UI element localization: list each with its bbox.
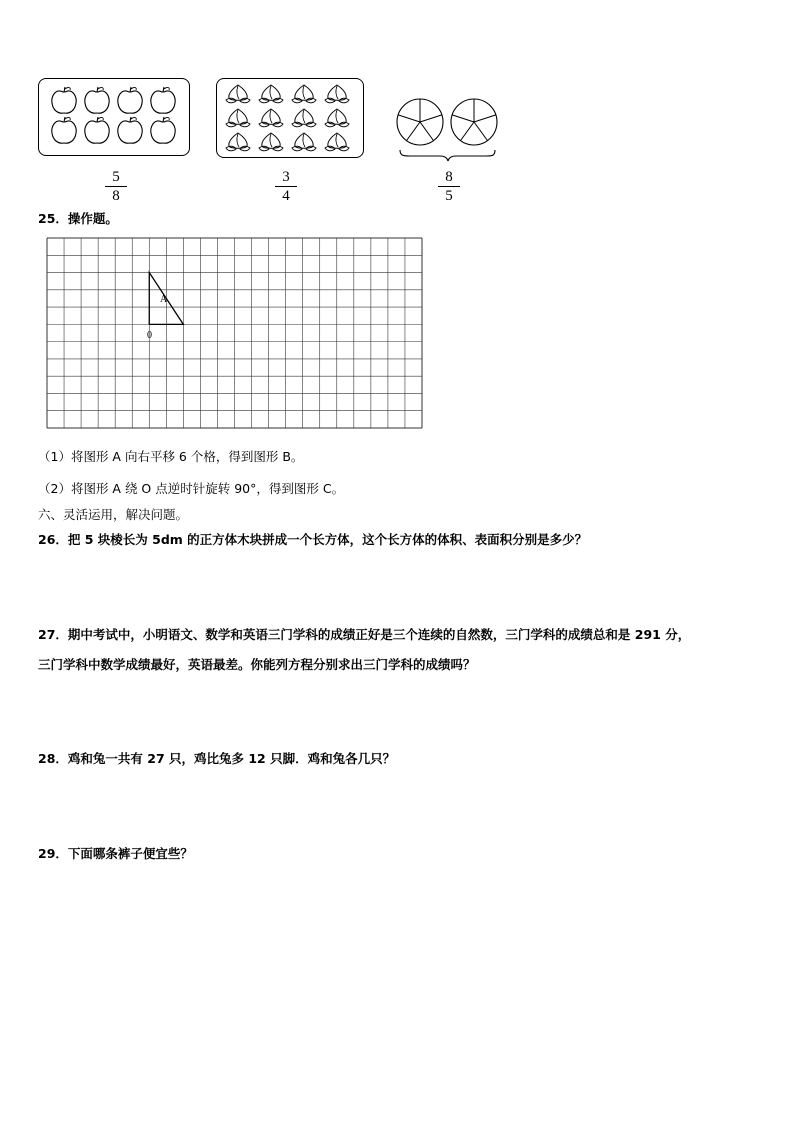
apple-icon — [52, 117, 76, 143]
peach-icon — [226, 133, 250, 151]
peaches-illustration — [217, 79, 363, 157]
apple-icon — [85, 87, 109, 113]
fraction-8-5 — [434, 169, 464, 204]
pie-circles-illustration — [392, 94, 502, 164]
pie-circle-icon — [451, 99, 497, 145]
peach-icon — [259, 109, 283, 127]
question-25-part-2: （2）将图形 A 绕 O 点逆时针旋转 90°，得到图形 C。 — [38, 481, 345, 496]
apple-icon — [118, 87, 142, 113]
brace-icon — [400, 150, 495, 161]
apple-icon — [151, 87, 175, 113]
pie-circle-icon — [397, 99, 443, 145]
peach-icon — [292, 85, 316, 103]
question-27-line-1: 27．期中考试中，小明语文、数学和英语三门学科的成绩正好是三个连续的自然数，三门学科的成绩总和是 291 分， — [38, 627, 691, 642]
question-26: 26．把 5 块棱长为 5dm 的正方体木块拼成一个长方体，这个长方体的体积、表面积分别是多少？ — [38, 532, 588, 547]
square-grid — [47, 238, 423, 430]
apple-icon — [52, 87, 76, 113]
question-25-part-1: （1）将图形 A 向右平移 6 个格，得到图形 B。 — [38, 449, 304, 464]
peach-icon — [325, 85, 349, 103]
fraction-numerator: 3 — [282, 169, 290, 185]
apple-icon — [118, 117, 142, 143]
fraction-3-4 — [271, 169, 301, 204]
apples-illustration — [39, 79, 189, 155]
peach-icon — [226, 109, 250, 127]
question-28: 28．鸡和兔一共有 27 只，鸡比兔多 12 只脚．鸡和兔各几只？ — [38, 751, 396, 766]
apples-box — [38, 78, 190, 156]
point-o-label: 0 — [147, 330, 152, 341]
fraction-numerator: 8 — [445, 169, 453, 185]
peach-icon — [259, 133, 283, 151]
apple-icon — [151, 117, 175, 143]
peach-icon — [259, 85, 283, 103]
fraction-denominator: 4 — [282, 188, 290, 204]
peach-icon — [226, 85, 250, 103]
peaches-box — [216, 78, 364, 158]
peach-icon — [292, 109, 316, 127]
peach-icon — [325, 109, 349, 127]
peach-icon — [325, 133, 349, 151]
question-27-line-2: 三门学科中数学成绩最好，英语最差。你能列方程分别求出三门学科的成绩吗？ — [38, 657, 476, 672]
question-29: 29．下面哪条裤子便宜些？ — [38, 846, 193, 861]
apple-icon — [85, 117, 109, 143]
fraction-5-8 — [101, 169, 131, 204]
section-6-title: 六、灵活运用，解决问题。 — [38, 507, 189, 522]
fraction-numerator: 5 — [112, 169, 120, 185]
fraction-denominator: 5 — [445, 188, 453, 204]
figure-a-label: A — [160, 294, 168, 305]
question-25-title: 25．操作题。 — [38, 211, 118, 226]
peach-icon — [292, 133, 316, 151]
fraction-denominator: 8 — [112, 188, 120, 204]
